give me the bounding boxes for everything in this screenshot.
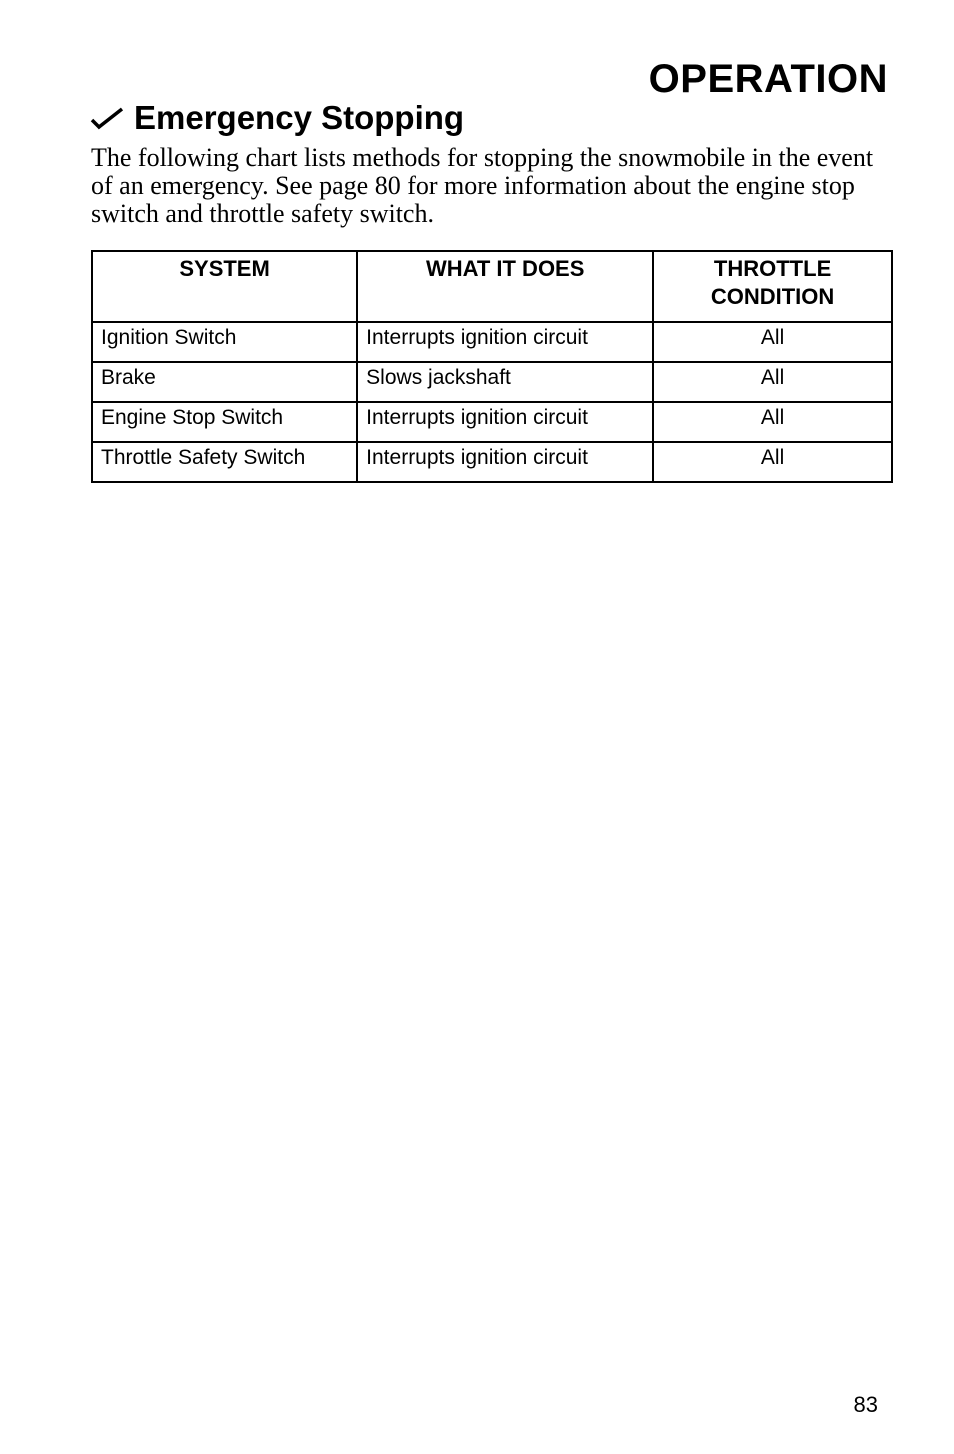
emergency-stopping-table bbox=[91, 250, 893, 483]
section-heading-text: Emergency Stopping bbox=[134, 99, 465, 136]
cell-throttle-condition: All bbox=[653, 442, 892, 482]
cell-throttle-condition: All bbox=[653, 362, 892, 402]
table-row bbox=[92, 442, 892, 482]
cell-system: Brake bbox=[92, 362, 357, 402]
cell-throttle-condition: All bbox=[653, 322, 892, 362]
cell-what-it-does: Interrupts ignition circuit bbox=[357, 322, 653, 362]
checkmark-icon bbox=[90, 106, 124, 130]
table-header-row bbox=[92, 251, 892, 322]
section-title: OPERATION bbox=[648, 57, 888, 101]
cell-what-it-does: Interrupts ignition circuit bbox=[357, 402, 653, 442]
table-row bbox=[92, 402, 892, 442]
cell-system: Throttle Safety Switch bbox=[92, 442, 357, 482]
section-heading bbox=[90, 98, 464, 138]
intro-paragraph: The following chart lists methods for stopping the snowmobile in the event of an emergency. See page 80 for more information about the engine stop switch and throttle safety switch. bbox=[91, 143, 874, 228]
cell-system: Ignition Switch bbox=[92, 322, 357, 362]
page-number: 83 bbox=[853, 1392, 878, 1417]
cell-throttle-condition: All bbox=[653, 402, 892, 442]
cell-what-it-does: Slows jackshaft bbox=[357, 362, 653, 402]
column-header-throttle-condition: THROTTLE CONDITION bbox=[653, 251, 892, 322]
column-header-what-it-does: WHAT IT DOES bbox=[357, 251, 653, 322]
cell-what-it-does: Interrupts ignition circuit bbox=[357, 442, 653, 482]
table-row bbox=[92, 362, 892, 402]
column-header-system: SYSTEM bbox=[92, 251, 357, 322]
table-row bbox=[92, 322, 892, 362]
cell-system: Engine Stop Switch bbox=[92, 402, 357, 442]
